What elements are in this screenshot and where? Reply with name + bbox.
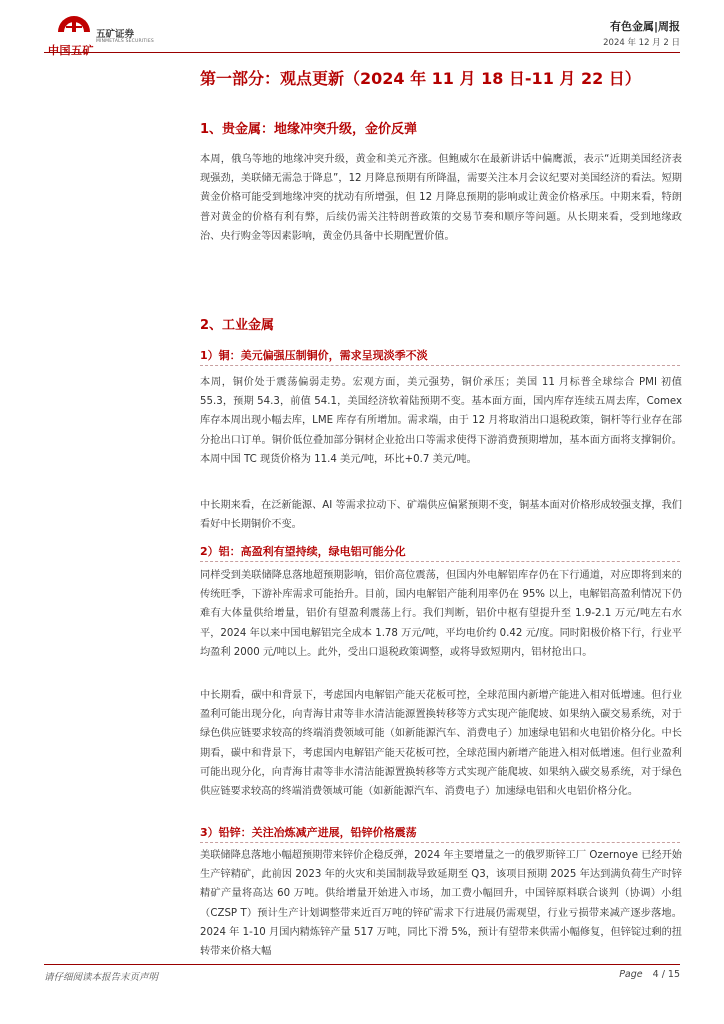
footer-disclaimer: 请仔细阅读本报告末页声明 — [44, 972, 159, 983]
section-title-industrial-metals: 2、工业金属 — [200, 318, 275, 333]
minmetals-logo-icon — [56, 14, 92, 34]
logo-company-name: 中国五矿 — [48, 44, 94, 57]
logo-broker-name: 五矿证券 — [96, 29, 135, 40]
report-category: 有色金属|周报 — [609, 20, 680, 33]
paragraph-lead-zinc: 美联储降息落地小幅超预期带来锌价企稳反弹，2024 年主要增量之一的俄罗斯锌工厂 Ozernoye 已经开始生产锌精矿，此前因 2023 年的火灾和美国制裁导致延期至 Q3，该项目预期 2025 年达到满负荷生产时锌精矿产量将高达 60 万吨。供给增量开始进入市场，加工费小幅回升，中国锌原料联合谈判（协调）小组（CZSP T）预计生产计划调整带来近百万吨的锌矿需求下行进展仍需观望，行业亏损带来减产逐步落地。2024 年 1-10 月国内精炼锌产量 517 万吨，同比下滑 5%，预计有望带来供需小幅修复，但锌锭过剩的扭转带来价格大幅 — [200, 850, 682, 958]
paragraph-aluminum-1: 同样受到美联储降息落地超预期影响，铝价高位震荡，但国内外电解铝库存仍在下行通道，对应即将到来的传统旺季，下游补库需求可能抬升。目前，国内电解铝产能利用率仍在 95% 以上，电解铝高盈利情况下仍难有大体量供给增量，铝价有望盈利震荡上行。我们判断，铝价中枢有望提升至 1.9-2.1 万元/吨左右水平，2024 年以来中国电解铝完全成本 1.78 万元/吨，平均电价约 0.42 元/度。同时阳极价格下行，行业平均盈利 2000 元/吨以上。此外，受出口退税政策调整，或将导致短期内，铝材抢出口。 — [200, 570, 682, 658]
page-label: Page — [619, 969, 643, 980]
page-number: 4 / 15 — [652, 969, 680, 980]
subsection-divider — [200, 365, 680, 366]
logo-broker-name-en: MINMETALS SECURITIES — [96, 39, 154, 44]
paragraph-precious-metals: 本周，俄乌等地的地缘冲突升级，黄金和美元齐涨。但鲍威尔在最新讲话中偏鹰派，表示“近期美国经济表现强劲，美联储无需急于降息”，12 月降息预期有所降温，需要关注本月会议纪要对美国经济的看法。短期黄金价格可能受到地缘冲突的扰动有所增强，但 12 月降息预期的影响或让黄金价格承压。中期来看，特朗普对黄金的价格有利有弊，后续仍需关注特朗普政策的交易节奏和顺序等问题。从长期来看，受到地缘政治、央行购金等因素影响，黄金仍具备中长期配置价值。 — [200, 154, 682, 242]
report-date: 2024 年 12 月 2 日 — [603, 38, 680, 48]
paragraph-copper-1: 本周，铜价处于震荡偏弱走势。宏观方面，美元强势，铜价承压；美国 11 月标普全球综合 PMI 初值 55.3，预期 54.3，前值 54.1，美国经济软着陆预期不变。基本面方面，国内库存连续五周去库，Comex 库存本周出现小幅去库，LME 库存有所增加。需求端，由于 12 月将取消出口退税政策，铜杆等行业存在部分抢出口订单。铜价低位叠加部分铜材企业抢出口等需求使得下游消费预期增加，基本面方面将支撑铜价。本周中国 TC 现货价格为 11.4 美元/吨，环比+0.7 美元/吨。 — [200, 377, 682, 465]
part-title: 第一部分：观点更新（2024 年 11 月 18 日-11 月 22 日） — [200, 69, 641, 88]
subsection-title-aluminum: 2）铝：高盈利有望持续，绿电铝可能分化 — [200, 545, 406, 558]
footer-divider — [44, 964, 680, 965]
subsection-divider — [200, 842, 680, 843]
company-logo — [44, 12, 164, 56]
section-title-precious-metals: 1、贵金属：地缘冲突升级，金价反弹 — [200, 122, 418, 137]
subsection-title-copper: 1）铜：美元偏强压制铜价，需求呈现淡季不淡 — [200, 349, 428, 362]
subsection-title-lead-zinc: 3）铅锌：关注冶炼减产进展，铅锌价格震荡 — [200, 826, 417, 839]
paragraph-copper-2: 中长期来看，在泛新能源、AI 等需求拉动下、矿端供应偏紧预期不变，铜基本面对价格形成较强支撑，我们看好中长期铜价不变。 — [200, 500, 682, 531]
subsection-divider — [200, 561, 680, 562]
header-divider — [44, 52, 680, 53]
page-indicator — [619, 969, 680, 980]
paragraph-aluminum-2: 中长期看，碳中和背景下，考虑国内电解铝产能天花板可控，全球范围内新增产能进入相对低增速。但行业盈利可能出现分化，向青海甘肃等非水清洁能源置换转移等方式实现产能爬坡、如果纳入碳交易系统，对于绿色供应链要求较高的终端消费领域可能（如新能源汽车、消费电子）加速绿电铝和火电铝价格分化。中长期看，碳中和背景下，考虑国内电解铝产能天花板可控，全球范围内新增产能进入相对低增速。但行业盈利可能出现分化，向青海甘肃等非水清洁能源置换转移等方式实现产能爬坡、如果纳入碳交易系统，对于绿色供应链要求较高的终端消费领域可能（如新能源汽车、消费电子）加速绿电铝和火电铝价格分化。 — [200, 690, 682, 798]
page-header — [0, 0, 724, 60]
